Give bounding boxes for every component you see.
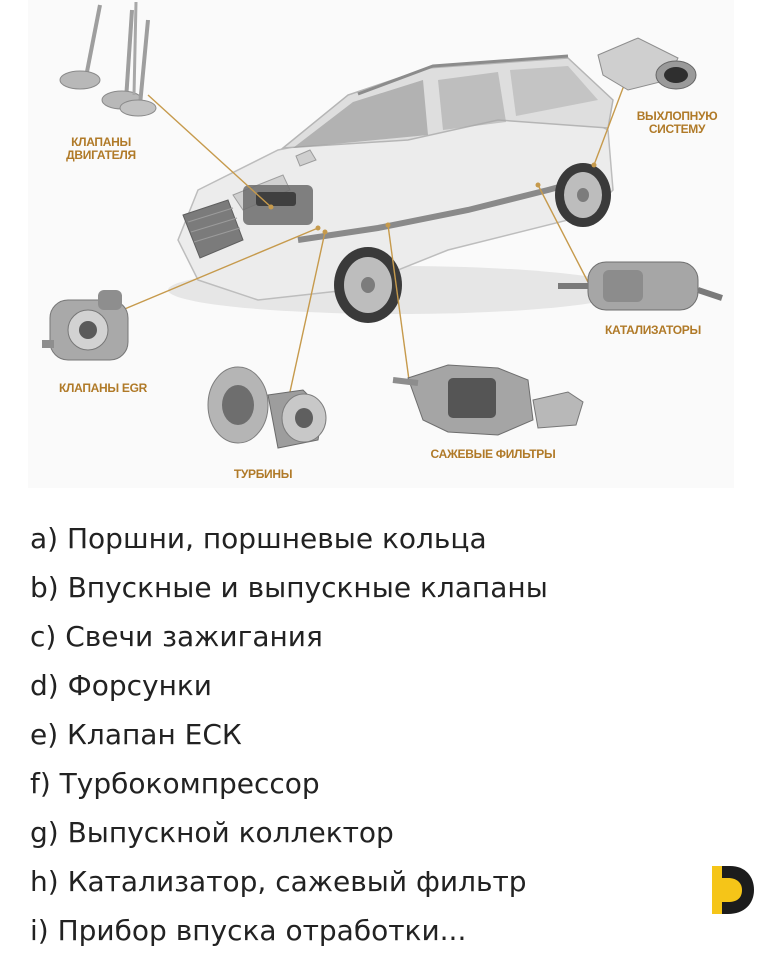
list-item: h) Катализатор, сажевый фильтр [30,865,527,898]
label-exhaust-system: ВЫХЛОПНУЮ СИСТЕМУ [636,109,718,136]
label-egr-valves: КЛАПАНЫ EGR [59,381,147,395]
engine-valves-illustration [60,2,156,116]
label-particulate-filters: САЖЕВЫЕ ФИЛЬТРЫ [430,447,556,461]
list-item: c) Свечи зажигания [30,620,323,653]
list-item: a) Поршни, поршневые кольца [30,522,487,555]
brand-logo-icon[interactable] [706,862,756,916]
list-item: e) Клапан ЕСК [30,718,242,751]
list-item: g) Выпускной коллектор [30,816,394,849]
list-item: d) Форсунки [30,669,212,702]
list-item: b) Впускные и выпускные клапаны [30,571,548,604]
turbocharger-illustration [208,367,326,448]
label-turbines: ТУРБИНЫ [233,467,293,481]
egr-valve-illustration [42,290,128,360]
particulate-filter-illustration [393,365,583,435]
list-item: i) Прибор впуска отработки... [30,914,467,947]
answer-list [30,514,548,955]
muffler-illustration [598,38,696,90]
car-diagram [28,0,734,488]
label-catalysts: КАТАЛИЗАТОРЫ [605,323,701,337]
list-item: f) Турбокомпрессор [30,767,320,800]
label-engine-valves: КЛАПАНЫ ДВИГАТЕЛЯ [66,135,136,162]
